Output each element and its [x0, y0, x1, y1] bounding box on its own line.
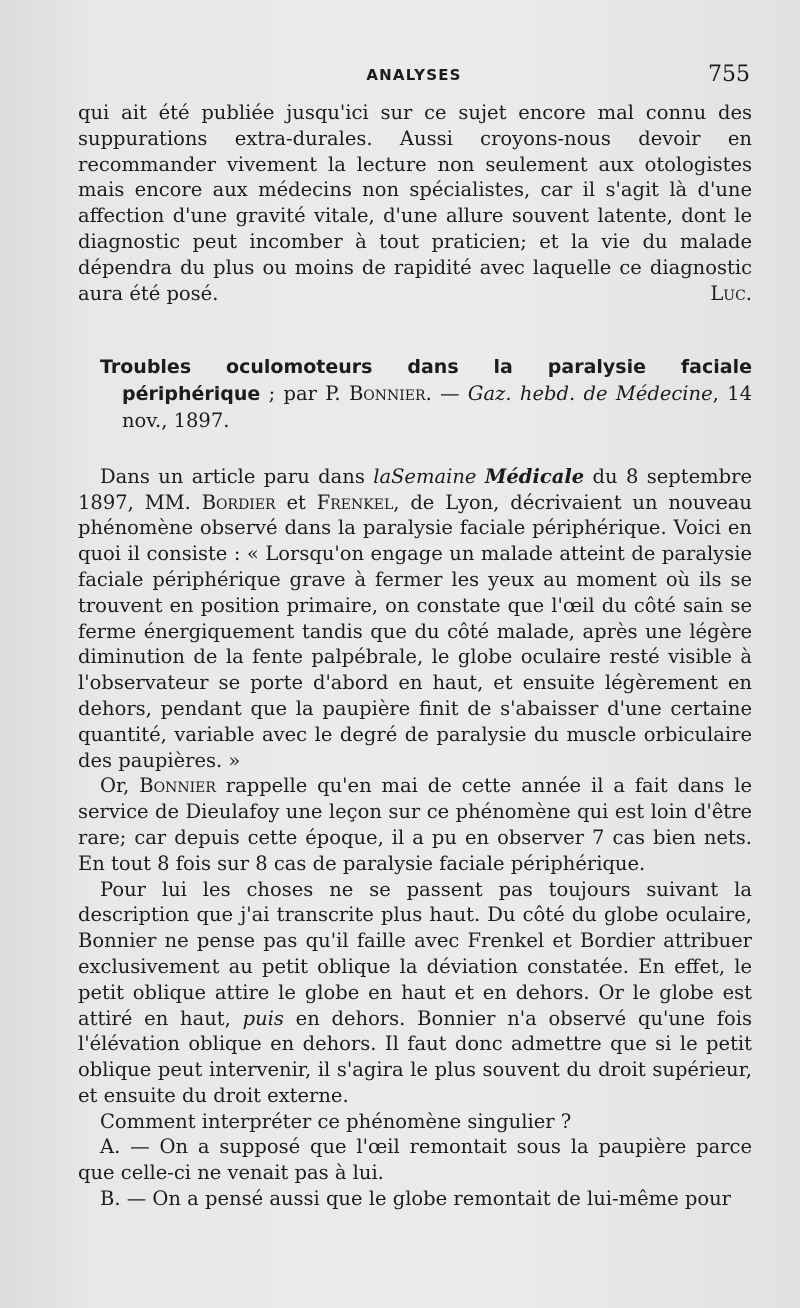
text-run: et — [275, 490, 317, 514]
previous-review-ending — [78, 100, 752, 306]
paragraph-2 — [78, 773, 752, 876]
paragraph-6: B. — On a pensé aussi que le globe remontait de lui-même pour — [100, 1187, 731, 1211]
text-run: Pour lui les choses ne se passent pas toujours suivant la description que j'ai transcrite plus haut. Du côté du globe oculaire, Bonnier ne pense pas qu'il faille avec Frenkel et Bordier attribuer exclusivement au petit oblique la déviation constatée. En effet, le petit oblique attire le globe en haut et en dehors. Or le globe est attiré en haut, — [78, 877, 752, 1030]
running-title: ANALYSES — [366, 66, 462, 84]
author-name: Frenkel — [316, 490, 394, 514]
page-body — [78, 100, 752, 1212]
reviewer-signature: Luc. — [710, 281, 752, 305]
article-title: Troubles oculomoteurs dans la paralysie faciale périphérique — [100, 356, 752, 406]
text-run: rappelle qu'en mai de cette année il a fait dans le service de Dieulafoy une leçon sur ce phénomène qui est loin d'être rare; car depuis cette époque, il a pu en observer 7 cas bien nets. En tout 8 fois sur 8 cas de paralysie faciale périphérique. — [78, 774, 752, 875]
running-head — [78, 62, 750, 92]
text-run: du 8 septembre 1897, MM. — [78, 464, 752, 514]
author-name: Bonnier — [139, 774, 216, 798]
heading-separator-2: . — — [425, 382, 468, 406]
previous-review-text: qui ait été publiée jusqu'ici sur ce sujet encore mal connu des suppurations extra-durales. Aussi croyons-nous devoir en recommander vivement la lecture non seulement aux otologistes mais encore aux médecins non spécialistes, car il s'agit là d'une affection d'une gravité vitale, d'une allure souvent latente, dont le diagnostic peut incomber à tout praticien; et la vie du malade dépendra du plus ou moins de rapidité avec laquelle ce diagnostic aura été posé. — [78, 101, 752, 305]
text-run: , de Lyon, décrivaient un nouveau phénomène observé dans la paralysie faciale périphérique. Voici en quoi il consiste : « Lorsqu'on engage un malade atteint de paralysie faciale périphérique grave à fermer les yeux au moment où ils se trouvent en position primaire, on constate que l'œil du côté sain se ferme énergiquement tandis que du côté malade, après une légère diminution de la fente palpébrale, le globe oculaire resté visible à l'observateur se porte d'abord en haut, et ensuite légèrement en dehors, pendant que la paupière finit de s'abaisser d'une certaine quantité, variable avec le degré de paralysie du muscle orbiculaire des paupières. » — [78, 490, 752, 772]
text-run: en dehors. Bonnier n'a observé qu'une fois l'élévation oblique en dehors. Il faut donc admettre que si le petit oblique peut intervenir, il s'agira le plus souvent du droit supérieur, et ensuite du droit externe. — [78, 1006, 752, 1107]
article-heading — [100, 354, 752, 433]
text-run-italic: puis — [242, 1006, 284, 1030]
text-run: Dans un article paru dans — [100, 464, 374, 488]
paragraph-1 — [78, 464, 752, 774]
heading-separator: ; par P. — [260, 382, 349, 406]
journal-name: Gaz. hebd. de Médecine — [467, 382, 713, 406]
text-run-italic: la — [373, 464, 392, 488]
author-name: Bordier — [201, 490, 276, 514]
article-author: Bonnier — [348, 382, 426, 406]
text-run-italic-bold: Médicale — [484, 464, 585, 488]
paragraph-4: Comment interpréter ce phénomène singulier ? — [100, 1109, 572, 1133]
paragraph-3 — [78, 877, 752, 1109]
page-number: 755 — [708, 62, 750, 87]
paragraph-5: A. — On a supposé que l'œil remontait sous la paupière parce que celle-ci ne venait pas à lui. — [78, 1135, 752, 1185]
text-run: Or, — [100, 774, 140, 798]
text-run-italic: Semaine — [391, 464, 477, 488]
publication-date: , 14 nov., 1897. — [122, 382, 752, 432]
